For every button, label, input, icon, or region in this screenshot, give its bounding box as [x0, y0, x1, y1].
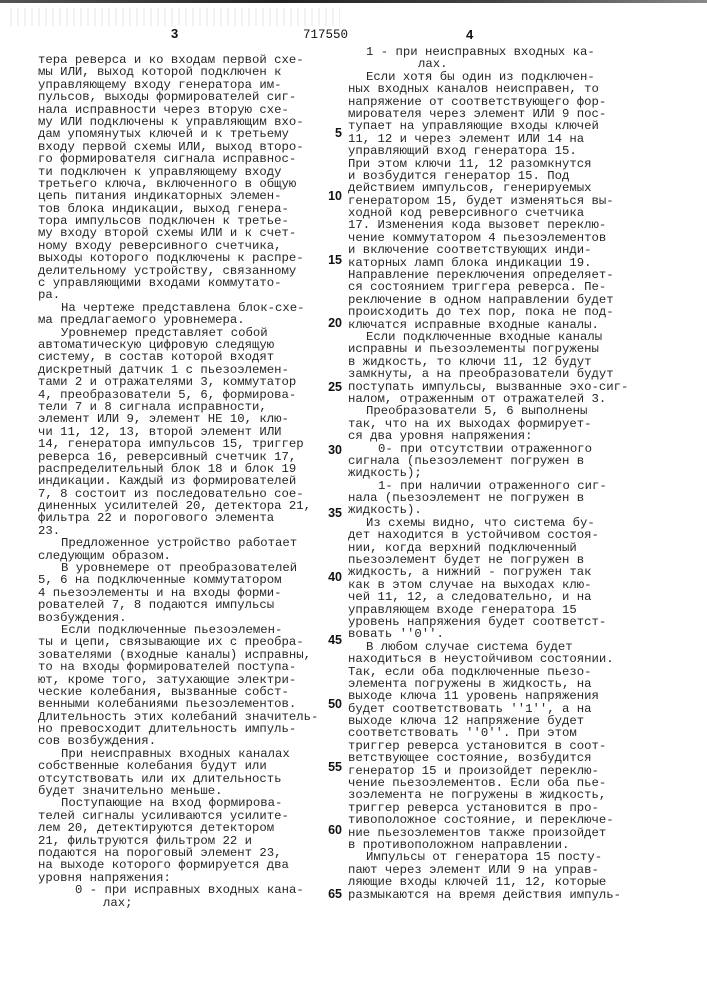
- paragraph: [38, 624, 318, 748]
- text-line: то на входы формирователей поступа-: [38, 661, 318, 673]
- text-line: будет значительно меньше.: [38, 785, 318, 797]
- text-line: реключение в одном направлении будет: [348, 294, 628, 306]
- text-line: жидкость);: [348, 467, 628, 479]
- text-line: ляющие входы ключей 11, 12, которые: [348, 876, 628, 888]
- text-line: управляющий вход генератора 15.: [348, 145, 628, 157]
- text-line: жидкость, а нижний - погружен так: [348, 566, 628, 578]
- text-line: ют, кроме того, затухающие электри-: [38, 674, 318, 686]
- text-line: В уровнемере от преобразователей: [38, 562, 318, 574]
- text-line: размыкаются на время действия импуль-: [348, 889, 628, 901]
- text-line: дет находится в устойчивом состоя-: [348, 529, 628, 541]
- text-line: мы ИЛИ, выход которой подключен к: [38, 66, 318, 78]
- text-line: делительному устройству, связанному: [38, 265, 318, 277]
- text-line: генератор 15 и произойдет переклю-: [348, 765, 628, 777]
- text-line: фильтра 22 и порогового элемента: [38, 512, 318, 524]
- paragraph: [38, 537, 318, 562]
- text-line: управляющем входе генератора 15: [348, 604, 628, 616]
- text-line: элемента погружены в жидкость, на: [348, 678, 628, 690]
- text-line: лах.: [348, 58, 628, 70]
- scan-top-rule: [0, 0, 707, 3]
- text-line: нала исправности через вторую схе-: [38, 104, 318, 116]
- paragraph: [348, 331, 628, 405]
- text-line: уровень напряжения будет соответст-: [348, 616, 628, 628]
- text-line: ключатся исправные входные каналы.: [348, 319, 628, 331]
- text-line: собственные колебания будут или: [38, 760, 318, 772]
- text-line: Импульсы от генератора 15 посту-: [348, 851, 628, 863]
- text-line: 14, генератора импульсов 15, триггер: [38, 438, 318, 450]
- text-line: 23.: [38, 525, 318, 537]
- text-line: триггер реверса установится в про-: [348, 802, 628, 814]
- text-line: находиться в неустойчивом состоянии.: [348, 653, 628, 665]
- text-line: налом, отраженным от отражателей 3.: [348, 393, 628, 405]
- text-line: выходы которого подключены к распре-: [38, 252, 318, 264]
- paragraph: [38, 54, 318, 302]
- text-line: ных входных каналов неисправен, то: [348, 83, 628, 95]
- text-line: чение коммутатором 4 пьезоэлементов: [348, 232, 628, 244]
- page-number-left: 3: [171, 27, 178, 41]
- text-line: распределительный блок 18 и блок 19: [38, 463, 318, 475]
- text-line: тами 2 и отражателями 3, коммутатор: [38, 376, 318, 388]
- text-line: напряжение от соответствующего фор-: [348, 96, 628, 108]
- text-line: нала (пьезоэлемент не погружен в: [348, 492, 628, 504]
- text-line: но превосходит длительность импуль-: [38, 723, 318, 735]
- text-line: будет соответствовать ''1'', а на: [348, 703, 628, 715]
- text-line: индикации. Каждый из формирователей: [38, 475, 318, 487]
- text-line: и включение соответствующих инди-: [348, 244, 628, 256]
- text-line: ному входу реверсивного счетчика,: [38, 240, 318, 252]
- text-line: тивоположное состояние, и переключе-: [348, 814, 628, 826]
- text-line: исправны и пьезоэлементы погружены: [348, 343, 628, 355]
- text-line: дискретный датчик 1 с пьезоэлемен-: [38, 364, 318, 376]
- text-line: тели 7 и 8 сигнала исправности,: [38, 401, 318, 413]
- text-line: отсутствовать или их длительность: [38, 773, 318, 785]
- text-line: ма предлагаемого уровнемера.: [38, 314, 318, 326]
- text-line: мирователя через элемент ИЛИ 9 пос-: [348, 108, 628, 120]
- text-line: дам упомянутых ключей и к третьему: [38, 128, 318, 140]
- text-line: 4, преобразователи 5, 6, формирова-: [38, 389, 318, 401]
- paragraph: [38, 884, 318, 909]
- text-line: пают через элемент ИЛИ 9 на управ-: [348, 864, 628, 876]
- text-line: подаются на пороговый элемент 23,: [38, 847, 318, 859]
- text-line: венными колебаниями пьезоэлементов.: [38, 698, 318, 710]
- page-number-right: 4: [466, 28, 473, 42]
- text-line: сов возбуждения.: [38, 735, 318, 747]
- text-line: 11, 12 и через элемент ИЛИ 14 на: [348, 133, 628, 145]
- scan-noise: [10, 8, 340, 26]
- line-number: 65: [322, 887, 342, 901]
- text-line: нии, когда верхний подключенный: [348, 542, 628, 554]
- text-line: тов блока индикации, выход генера-: [38, 203, 318, 215]
- paragraph: [38, 302, 318, 327]
- text-line: 0 - при исправных входных кана-: [38, 884, 318, 896]
- text-line: генератором 15, будет изменяться вы-: [348, 195, 628, 207]
- text-line: замкнуты, а на преобразователи будут: [348, 368, 628, 380]
- text-line: так, что на их выходах формирует-: [348, 418, 628, 430]
- text-line: цепь питания индикаторных элемен-: [38, 190, 318, 202]
- text-line: Длительность этих колебаний значитель-: [38, 711, 318, 723]
- text-line: рователей 7, 8 подаются импульсы: [38, 599, 318, 611]
- text-line: элемент ИЛИ 9, элемент НЕ 10, клю-: [38, 413, 318, 425]
- text-line: сигнала (пьезоэлемент погружен в: [348, 455, 628, 467]
- text-line: ти подключен к управляющему входу: [38, 166, 318, 178]
- text-line: Если подключенные пьезоэлемен-: [38, 624, 318, 636]
- line-number: 15: [322, 253, 342, 267]
- text-line: ся состоянием триггера реверса. Пе-: [348, 281, 628, 293]
- text-line: возбуждения.: [38, 612, 318, 624]
- text-line: му ИЛИ подключены к управляющим вхо-: [38, 116, 318, 128]
- text-line: на выходе которого формируется два: [38, 859, 318, 871]
- text-line: зователями (входные каналы) исправны,: [38, 649, 318, 661]
- paragraph: [348, 641, 628, 852]
- text-line: каторных ламп блока индикации 19.: [348, 257, 628, 269]
- text-line: уровня напряжения:: [38, 872, 318, 884]
- line-number: 35: [322, 506, 342, 520]
- text-line: ся два уровня напряжения:: [348, 430, 628, 442]
- text-line: и возбудится генератор 15. Под: [348, 170, 628, 182]
- line-number: 40: [322, 570, 342, 584]
- text-line: зоэлемента не погружены в жидкость,: [348, 789, 628, 801]
- paragraph: [38, 797, 318, 884]
- text-line: Если хотя бы один из подключен-: [348, 71, 628, 83]
- text-line: Если подключенные входные каналы: [348, 331, 628, 343]
- text-line: пульсов, выходы формирователей сиг-: [38, 91, 318, 103]
- text-line: 1- при наличии отраженного сиг-: [348, 480, 628, 492]
- text-line: ходной код реверсивного счетчика: [348, 207, 628, 219]
- text-line: выходе ключа 12 напряжение будет: [348, 715, 628, 727]
- text-line: ческие колебания, вызванные собст-: [38, 686, 318, 698]
- text-line: тера реверса и ко входам первой схе-: [38, 54, 318, 66]
- text-line: 4 пьезоэлементы и на входы форми-: [38, 587, 318, 599]
- paragraph: [38, 748, 318, 798]
- text-line: 21, фильтруются фильтром 22 и: [38, 835, 318, 847]
- patent-number: 717550: [303, 28, 348, 42]
- text-line: входу первой схемы ИЛИ, выход второ-: [38, 141, 318, 153]
- line-number: 25: [322, 380, 342, 394]
- text-line: го формирователя сигнала исправнос-: [38, 153, 318, 165]
- text-line: пьезоэлемент будет не погружен в: [348, 554, 628, 566]
- text-line: 1 - при неисправных входных ка-: [348, 46, 628, 58]
- text-line: реверса 16, реверсивный счетчик 17,: [38, 451, 318, 463]
- line-number: 20: [322, 316, 342, 330]
- text-line: Уровнемер представляет собой: [38, 327, 318, 339]
- text-line: действием импульсов, генерируемых: [348, 182, 628, 194]
- text-line: ты и цепи, связывающие их с преобра-: [38, 636, 318, 648]
- text-line: вовать ''0''.: [348, 628, 628, 640]
- text-line: диненных усилителей 20, детектора 21,: [38, 500, 318, 512]
- text-line: чей 11, 12, а следовательно, и на: [348, 591, 628, 603]
- text-line: чи 11, 12, 13, второй элемент ИЛИ: [38, 426, 318, 438]
- text-line: в жидкость, то ключи 11, 12 будут: [348, 356, 628, 368]
- text-line: чение пьезоэлементов. Если оба пье-: [348, 777, 628, 789]
- paragraph: [348, 517, 628, 641]
- text-line: Поступающие на вход формирова-: [38, 797, 318, 809]
- text-line: с управляющими входами коммутато-: [38, 277, 318, 289]
- text-line: ние пьезоэлементов также произойдет: [348, 827, 628, 839]
- line-number: 5: [322, 126, 342, 140]
- text-line: третьего ключа, включенного в общую: [38, 178, 318, 190]
- paragraph: [348, 405, 628, 442]
- text-line: Направление переключения определяет-: [348, 269, 628, 281]
- text-line: 5, 6 на подключенные коммутатором: [38, 574, 318, 586]
- text-line: ра.: [38, 289, 318, 301]
- text-line: 7, 8 состоит из последовательно сое-: [38, 488, 318, 500]
- line-number: 45: [322, 633, 342, 647]
- paragraph: [38, 562, 318, 624]
- text-line: Из схемы видно, что система бу-: [348, 517, 628, 529]
- text-line: лах;: [38, 897, 318, 909]
- paragraph: [38, 327, 318, 538]
- text-line: тупает на управляющие входы ключей: [348, 120, 628, 132]
- paragraph: [348, 46, 628, 71]
- paragraph: [348, 71, 628, 331]
- text-line: выходе ключа 11 уровень напряжения: [348, 690, 628, 702]
- line-number: 50: [322, 697, 342, 711]
- text-line: поступать импульсы, вызванные эхо-сиг-: [348, 381, 628, 393]
- text-line: телей сигналы усиливаются усилите-: [38, 810, 318, 822]
- text-line: управляющему входу генератора им-: [38, 79, 318, 91]
- paragraph: [348, 443, 628, 480]
- line-number: 10: [322, 189, 342, 203]
- text-line: 17. Изменения кода вызовет переклю-: [348, 219, 628, 231]
- text-line: автоматическую цифровую следящую: [38, 339, 318, 351]
- text-line: При этом ключи 11, 12 разомкнутся: [348, 158, 628, 170]
- text-line: ветствующее состояние, возбудится: [348, 752, 628, 764]
- text-line: происходить до тех пор, пока не под-: [348, 306, 628, 318]
- text-line: Предложенное устройство работает: [38, 537, 318, 549]
- text-line: Преобразователи 5, 6 выполнены: [348, 405, 628, 417]
- paragraph: [348, 480, 628, 517]
- text-line: При неисправных входных каналах: [38, 748, 318, 760]
- text-line: тора импульсов подключен к третье-: [38, 215, 318, 227]
- line-number: 30: [322, 443, 342, 457]
- text-line: В любом случае система будет: [348, 641, 628, 653]
- line-number: 55: [322, 760, 342, 774]
- text-line: в противоположном направлении.: [348, 839, 628, 851]
- right-text-column: [348, 46, 628, 901]
- text-line: На чертеже представлена блок-схе-: [38, 302, 318, 314]
- text-line: Так, если оба подключенные пьезо-: [348, 666, 628, 678]
- text-line: систему, в состав которой входят: [38, 351, 318, 363]
- text-line: триггер реверса установится в соот-: [348, 740, 628, 752]
- text-line: жидкость).: [348, 504, 628, 516]
- paragraph: [348, 851, 628, 901]
- text-line: му входу второй схемы ИЛИ и к счет-: [38, 227, 318, 239]
- text-line: лем 20, детектируются детектором: [38, 822, 318, 834]
- line-number: 60: [322, 823, 342, 837]
- text-line: следующим образом.: [38, 550, 318, 562]
- text-line: соответствовать ''0''. При этом: [348, 727, 628, 739]
- text-line: как в этом случае на выходах клю-: [348, 579, 628, 591]
- left-text-column: [38, 54, 318, 909]
- text-line: 0- при отсутствии отраженного: [348, 443, 628, 455]
